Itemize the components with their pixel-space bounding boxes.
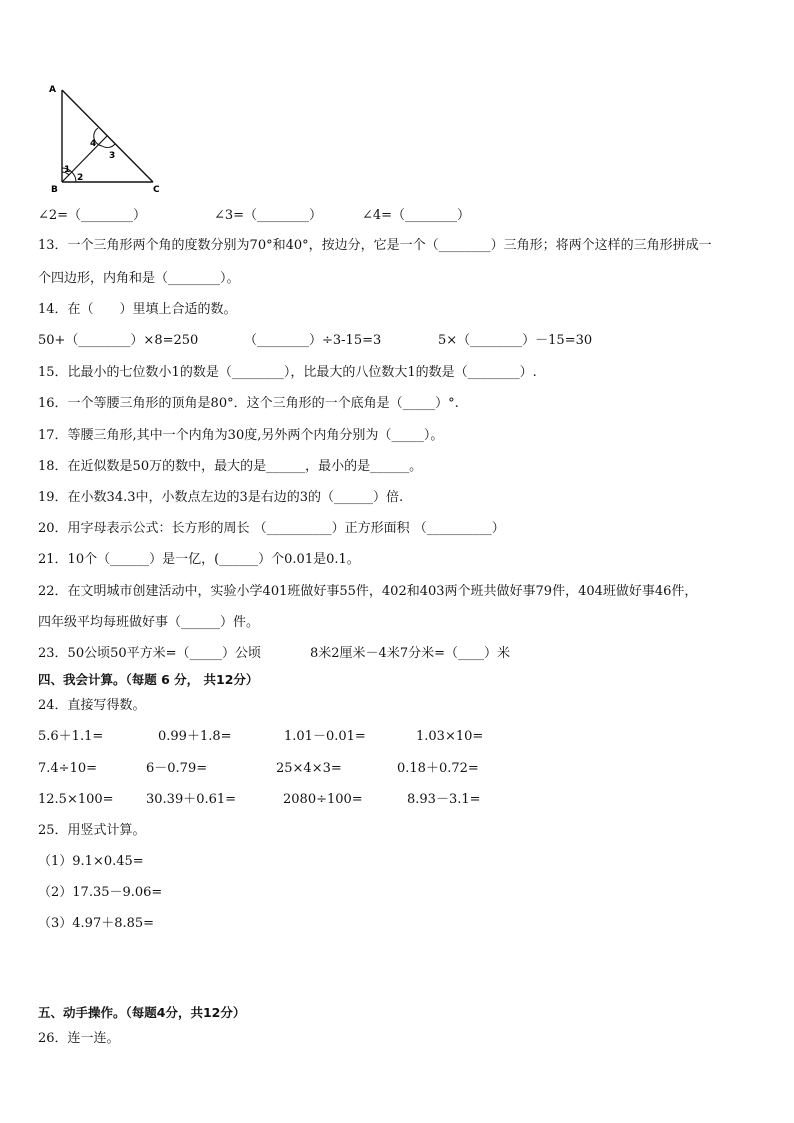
q12-answer-angle4: ∠4=（________）	[362, 208, 471, 223]
q24-r1c4: 1.03×10=	[416, 729, 484, 744]
q12-answer-angle2: ∠2=（________）	[38, 208, 147, 223]
q20-text: 20．用字母表示公式：长方形的周长 （__________）正方形面积 （__________）	[38, 521, 505, 536]
q13-line1: 13．一个三角形两个角的度数分别为70°和40°，按边分，它是一个（________）三角形；将两个这样的三角形拼成一	[38, 238, 712, 253]
q24-r2c1: 7.4÷10=	[38, 761, 98, 776]
triangle-figure	[40, 80, 170, 198]
q14-item2: （________）÷3-15=3	[244, 333, 382, 348]
q24-r1c1: 5.6＋1.1=	[38, 729, 104, 744]
q22-line1: 22．在文明城市创建活动中，实验小学401班做好事55件，402和403两个班共做好事79件，404班做好事46件，	[38, 584, 698, 599]
label-a: A	[49, 85, 56, 95]
q17-text: 17．等腰三角形,其中一个内角为30度,另外两个内角分别为（_____）。	[38, 428, 444, 443]
label-angle3: 3	[109, 151, 116, 161]
q22-line2: 四年级平均每班做好事（______）件。	[38, 615, 260, 630]
q25-item3: （3）4.97＋8.85=	[38, 916, 155, 931]
q25-text: 25．用竖式计算。	[38, 823, 146, 838]
q24-r3c1: 12.5×100=	[38, 792, 114, 807]
q24-r1c2: 0.99＋1.8=	[158, 729, 232, 744]
label-b: B	[51, 185, 58, 195]
q15-text: 15．比最小的七位数小1的数是（________），比最大的八位数大1的数是（________）.	[38, 365, 537, 380]
q18-text: 18．在近似数是50万的数中，最大的是______，最小的是______。	[38, 459, 423, 474]
q24-r3c4: 8.93－3.1=	[407, 792, 481, 807]
q19-text: 19．在小数34.3中，小数点左边的3是右边的3的（______）倍.	[38, 490, 404, 505]
q14-item1: 50+（________）×8=250	[38, 333, 199, 348]
q12-answer-angle3: ∠3=（________）	[214, 208, 323, 223]
q24-r2c2: 6－0.79=	[146, 761, 208, 776]
q14-text: 14．在（ ）里填上合适的数。	[38, 302, 237, 317]
q16-text: 16．一个等腰三角形的顶角是80°．这个三角形的一个底角是（_____）°.	[38, 396, 459, 411]
q24-r1c3: 1.01－0.01=	[284, 729, 366, 744]
label-angle1: 1	[64, 165, 71, 175]
section5-heading: 五、动手操作。（每题4分，共12分）	[38, 1005, 246, 1020]
q23-part1: 23．50公顷50平方米=（_____）公顷	[38, 646, 262, 661]
q14-item3: 5×（________）－15=30	[438, 333, 593, 348]
q21-text: 21．10个（______）是一亿，(______）个0.01是0.1。	[38, 552, 360, 567]
q24-r2c3: 25×4×3=	[276, 761, 342, 776]
label-c: C	[153, 185, 160, 195]
label-angle4: 4	[90, 139, 97, 149]
angle-arc-d2	[102, 144, 115, 148]
q24-text: 24．直接写得数。	[38, 698, 146, 713]
q24-r3c2: 30.39＋0.61=	[146, 792, 237, 807]
section4-heading: 四、我会计算。（每题 6 分， 共12分）	[38, 672, 259, 687]
q24-r3c3: 2080÷100=	[283, 792, 363, 807]
q26-text: 26．连一连。	[38, 1031, 120, 1046]
q25-item2: （2）17.35－9.06=	[38, 885, 163, 900]
q13-line2: 个四边形，内角和是（________）。	[38, 271, 240, 286]
q24-r2c4: 0.18＋0.72=	[397, 761, 479, 776]
label-angle2: 2	[77, 173, 84, 183]
q23-part2: 8米2厘米－4米7分米=（____）米	[310, 646, 510, 661]
q25-item1: （1）9.1×0.45=	[38, 854, 144, 869]
